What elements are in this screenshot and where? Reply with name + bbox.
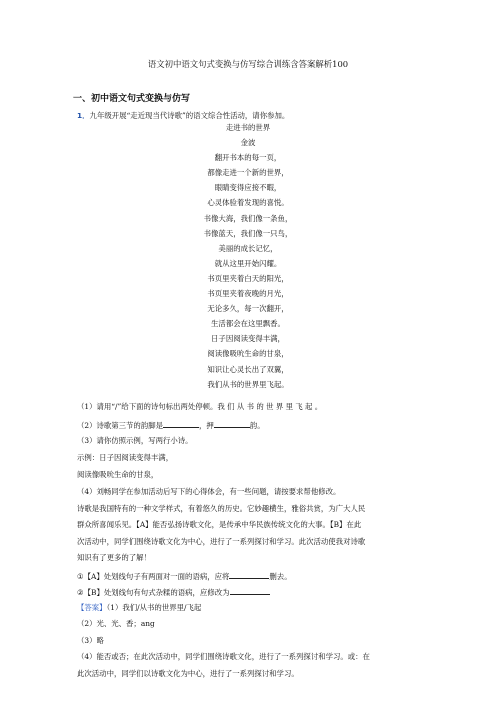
edit-item-1-text-b: 删去。 [269, 572, 292, 581]
poem-line: 知识让心灵长出了双翼， [207, 364, 289, 374]
answer-section [77, 604, 429, 686]
poem-line: 阅读像吸吮生命的甘泉， [207, 349, 289, 359]
passage-line: 群众所喜闻乐见。【A】能否弘扬诗歌文化，是传承中华民族传统文化的大事。【B】在此 [77, 520, 362, 530]
answer-3: （3）略 [77, 635, 104, 645]
passage [77, 505, 429, 571]
passage-line: 诗歌是我国特有的一种文学样式，有着悠久的历史。它妙趣横生，雅俗共赏，为广大人民 [77, 504, 366, 513]
poem-line: 书页里夹着白天的阳光， [207, 273, 289, 283]
sub-questions [77, 403, 427, 505]
poem-line: 走进书的世界 [225, 123, 271, 132]
poem [148, 124, 348, 396]
poem-line: 金波 [240, 138, 256, 148]
sub-question-3: （3）请你仿照示例，写两行小诗。 [77, 436, 193, 445]
document-title: 语文初中语文句式变换与仿写综合训练含答案解析100 [147, 59, 349, 69]
question-number: 1． [77, 111, 90, 120]
section-heading: 一、初中语文句式变换与仿写 [73, 94, 191, 104]
answer-blank[interactable] [230, 587, 270, 595]
poem-line: 我们从书的世界里飞起。 [207, 379, 289, 389]
passage-line: 知识有了更多的了解！ [77, 553, 151, 563]
poem-line: 书页里夹着夜晚的月光， [207, 289, 289, 299]
poem-line: 都像走进一个新的世界， [207, 168, 289, 178]
poem-line: 眼睛变得应接不暇， [214, 183, 282, 193]
item-marker: ② [77, 588, 84, 598]
example-line-1: 示例：日子因阅读变得丰满， [77, 453, 174, 462]
answer-blank[interactable] [229, 571, 269, 579]
question-text: 九年级开展“走近现当代诗歌”的语文综合性活动，请你参加。 [89, 111, 290, 120]
sub-question-2 [77, 420, 427, 437]
sub-question-2-part-a: （2）诗歌第三节的韵脚是 [77, 421, 164, 430]
answer-tag: 【答案】 [77, 603, 107, 612]
edit-items [77, 571, 429, 604]
item-marker: ① [77, 572, 84, 581]
edit-item-2 [77, 587, 429, 603]
poem-line: 美丽的成长记忆， [218, 243, 278, 253]
edit-item-1-text-a: 【A】处划线句子有两面对一面的语病，应将 [83, 572, 230, 581]
poem-line: 心灵体验着发现的喜悦。 [207, 198, 289, 208]
poem-line: 生活都会在这里飘香。 [211, 319, 285, 329]
poem-line: 翻开书本的每一页， [214, 153, 282, 163]
answer-blank[interactable] [214, 420, 250, 428]
poem-line: 书像大海，我们像一条鱼， [203, 213, 293, 223]
answer-blank[interactable] [163, 420, 199, 428]
answer-4-line-1: （4）能否或否；在此次活动中，同学们围绕诗歌文化，进行了一系列探讨和学习。或：在 [77, 652, 370, 662]
sub-question-4: （4）刘畅同学在参加活动后写下的心得体会，有一些问题，请按要求帮他修改。 [77, 487, 341, 496]
poem-line: 日子因阅读变得丰满， [211, 334, 285, 344]
poem-line: 无论多久，每一次翻开， [207, 304, 289, 314]
answer-2: （2）光、光、香；ang [77, 619, 155, 629]
edit-item-1 [77, 571, 429, 587]
sub-question-1: （1）请用“/”给下面的诗句标出两处停顿。我 们 从 书 的 世 界 里 飞 起 。 [77, 402, 323, 411]
answer-1: （1）我们/从书的世界里/飞起 [106, 603, 202, 612]
edit-item-2-text: 【B】处划线句有句式杂糅的语病，应修改为 [83, 588, 230, 598]
passage-line: 次活动中，同学们围绕诗歌文化为中心，进行了一系列探讨和学习。此次活动使我对诗歌 [77, 536, 366, 546]
question-1-prompt [77, 112, 289, 119]
sub-question-2-part-c: 韵。 [249, 421, 265, 430]
poem-line: 书像蓝天，我们像一只鸟， [203, 228, 293, 238]
poem-line: 就从这里开始闪耀。 [214, 258, 282, 268]
example-line-2: 阅读像吸吮生命的甘泉， [77, 470, 159, 479]
answer-4-line-2: 此次活动中，同学们以诗歌文化为中心，进行了一系列探讨和学习。 [77, 668, 299, 678]
sub-question-2-part-b: ，押 [199, 421, 214, 430]
answer-line-1 [77, 604, 429, 620]
